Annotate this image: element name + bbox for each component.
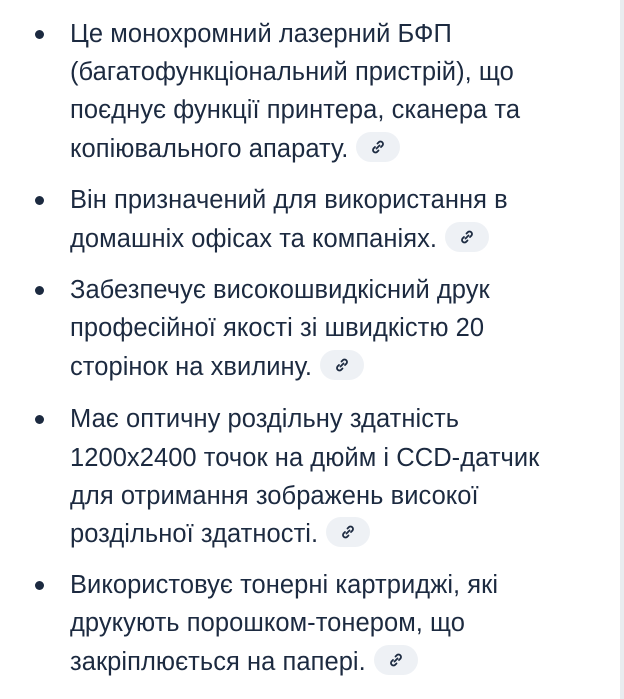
source-link-button[interactable] — [320, 350, 364, 380]
source-link-button[interactable] — [326, 517, 370, 547]
right-edge-border — [620, 0, 624, 699]
bullet-line: Має оптичну роздільну здатність — [70, 405, 460, 433]
bullet-dot — [35, 196, 44, 205]
bullet-line: роздільної здатності. — [70, 515, 370, 553]
bullet-line: для отримання зображень високої — [70, 482, 479, 510]
source-link-button[interactable] — [356, 132, 400, 162]
bullet-dot — [35, 286, 44, 295]
bullet-dot — [35, 415, 44, 424]
bullet-line: друкують порошком-тонером, що — [70, 609, 466, 637]
link-icon — [334, 357, 350, 373]
bullet-line: Забезпечує високошвидкісний друк — [70, 276, 490, 304]
bullet-line: Він призначений для використання в — [70, 186, 508, 214]
bullet-line: копіювального апарату. — [70, 130, 400, 168]
bullet-line: 1200x2400 точок на дюйм і CCD-датчик — [70, 444, 540, 472]
bullet-line: закріплюється на папері. — [70, 643, 418, 681]
bullet-line: поєднує функції принтера, сканера та — [70, 96, 521, 124]
bullet-dot — [35, 581, 44, 590]
link-icon — [370, 139, 386, 155]
bullet-line: (багатофункціональний пристрій), що — [70, 58, 514, 86]
link-icon — [340, 524, 356, 540]
bullet-line: домашніх офісах та компаніях. — [70, 220, 489, 258]
source-link-button[interactable] — [445, 222, 489, 252]
source-link-button[interactable] — [374, 645, 418, 675]
bullet-line: Використовує тонерні картриджі, які — [70, 571, 499, 599]
bullet-dot — [35, 30, 44, 39]
bullet-line: професійної якості зі швидкістю 20 — [70, 314, 485, 342]
link-icon — [459, 229, 475, 245]
bullet-line: сторінок на хвилину. — [70, 348, 364, 386]
bullet-line: Це монохромний лазерний БФП — [70, 20, 452, 48]
link-icon — [388, 652, 404, 668]
